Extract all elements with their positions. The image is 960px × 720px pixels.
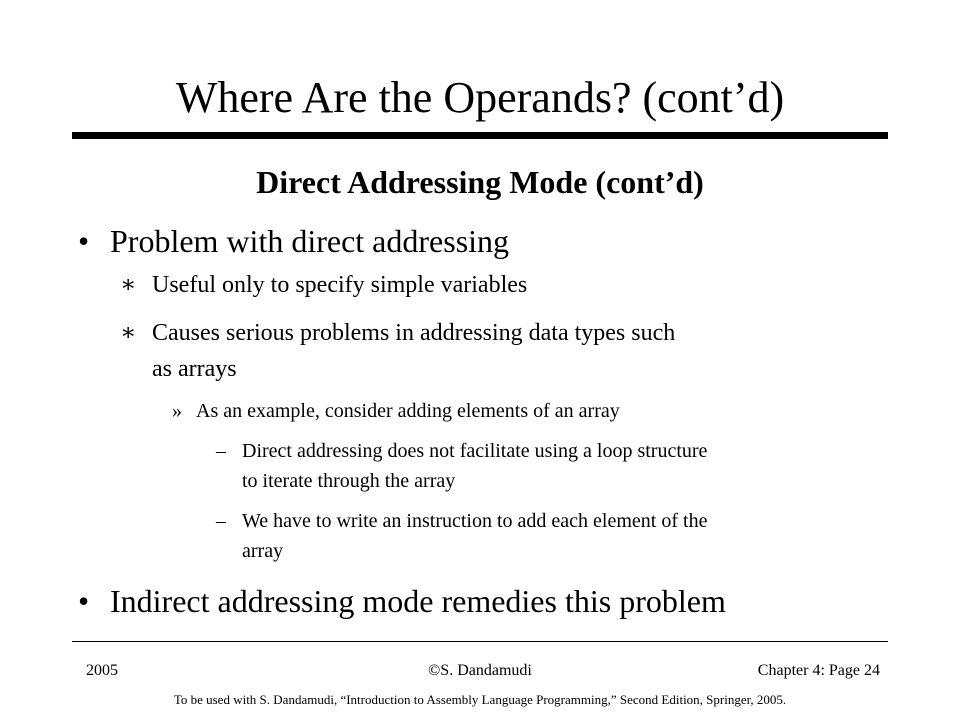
dash-bullet-icon: – [216,510,226,532]
copyright-icon: © [428,662,441,679]
slide-subtitle: Direct Addressing Mode (cont’d) [256,164,704,200]
bullet-text: Indirect addressing mode remedies this problem [110,583,726,619]
bullet-item [72,222,892,262]
sub-bullet-text-line: as arrays [152,356,237,382]
level4-text-line: Direct addressing does not facilitate using a loop structure [242,440,708,462]
level3-text: As an example, consider adding elements of an array [196,400,620,422]
bullet-dot-icon: • [78,583,90,619]
footer-author-name: S. Dandamudi [440,662,532,679]
level4-text-line: to iterate through the array [242,470,456,492]
sub-bullet-text-line: Causes serious problems in addressing data types such [152,320,676,346]
slide-title: Where Are the Operands? (cont’d) [175,73,785,122]
footer-credit: To be used with S. Dandamudi, “Introduction to Assembly Language Programming,” Second Edition, Springer, 2005. [173,692,787,707]
title-underline [72,132,888,139]
footer-divider [72,641,888,642]
level3-item [172,396,892,426]
sub-bullet-item [120,316,900,386]
level4-item [216,436,896,496]
bullet-text: Problem with direct addressing [110,223,510,259]
chevron-bullet-icon: » [172,400,182,422]
level4-text-line: array [242,540,284,562]
asterisk-bullet-icon: ∗ [120,272,137,298]
sub-bullet-text: Useful only to specify simple variables [152,272,528,298]
dash-bullet-icon: – [216,440,226,462]
sub-bullet-item [120,268,900,302]
asterisk-bullet-icon: ∗ [120,320,137,346]
bullet-item [72,582,892,622]
bullet-dot-icon: • [78,223,90,259]
footer-page: Chapter 4: Page 24 [757,662,880,679]
level4-item [216,506,896,566]
footer-year: 2005 [86,662,118,679]
level4-text-line: We have to write an instruction to add each element of the [242,510,708,532]
